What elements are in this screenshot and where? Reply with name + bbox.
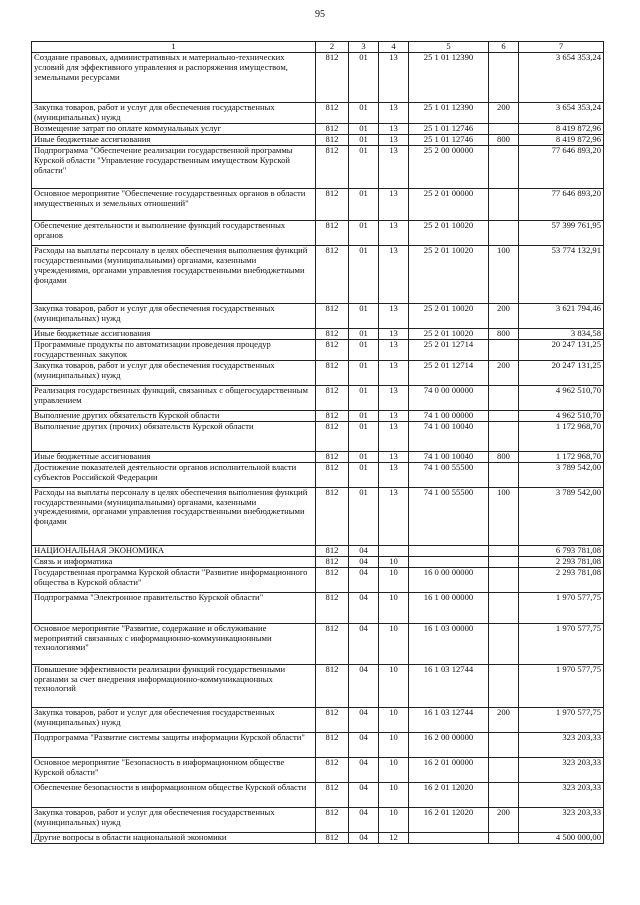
row-section: 01 — [349, 410, 379, 421]
table-row — [32, 782, 604, 807]
row-amount: 3 834,58 — [519, 328, 604, 339]
table-row — [32, 832, 604, 843]
column-header: 2 — [316, 42, 349, 53]
row-target-article: 16 2 00 00000 — [409, 732, 489, 757]
table-row — [32, 339, 604, 360]
row-expense-type — [489, 339, 519, 360]
column-header: 1 — [32, 42, 316, 53]
row-target-article: 25 2 01 12714 — [409, 360, 489, 385]
row-name: Связь и информатика — [32, 556, 316, 567]
row-section: 04 — [349, 782, 379, 807]
table-row — [32, 757, 604, 782]
row-subsection: 10 — [379, 707, 409, 732]
header-row — [32, 42, 604, 53]
row-subsection: 10 — [379, 757, 409, 782]
table-row — [32, 220, 604, 245]
table-row — [32, 664, 604, 707]
row-subsection: 13 — [379, 328, 409, 339]
row-amount: 3 621 794,46 — [519, 303, 604, 328]
column-header: 4 — [379, 42, 409, 53]
row-subsection: 10 — [379, 592, 409, 623]
row-name: Возмещение затрат по оплате коммунальных услуг — [32, 123, 316, 134]
table-row — [32, 53, 604, 103]
row-section: 04 — [349, 545, 379, 556]
row-expense-type — [489, 664, 519, 707]
row-name: Расходы на выплаты персоналу в целях обеспечения выполнения функций государственными (муниципальными) органами, казенными учреждениями, органами управления государственными внебюджетными фондами — [32, 245, 316, 303]
row-expense-type — [489, 462, 519, 487]
row-name: Основное мероприятие "Развитие, содержание и обслуживание мероприятий связанных с информационно-коммуникационными технологиями" — [32, 623, 316, 664]
row-expense-type — [489, 567, 519, 592]
row-section: 01 — [349, 134, 379, 145]
table-row — [32, 451, 604, 462]
row-section: 01 — [349, 53, 379, 103]
row-admin-code: 812 — [316, 462, 349, 487]
row-admin-code: 812 — [316, 487, 349, 545]
table-row — [32, 134, 604, 145]
row-subsection: 13 — [379, 145, 409, 188]
row-section: 01 — [349, 462, 379, 487]
row-target-article: 16 2 01 12020 — [409, 807, 489, 832]
row-admin-code: 812 — [316, 245, 349, 303]
row-target-article: 74 1 00 55500 — [409, 462, 489, 487]
row-name: Обеспечение деятельности и выполнение функций государственных органов — [32, 220, 316, 245]
row-name: Иные бюджетные ассигнования — [32, 134, 316, 145]
row-subsection: 13 — [379, 103, 409, 124]
row-admin-code: 812 — [316, 707, 349, 732]
row-name: Создание правовых, административных и материально-технических условий для эффективного управления и распоряжения имуществом, земельными ресурсами — [32, 53, 316, 103]
row-section: 04 — [349, 592, 379, 623]
table-row — [32, 567, 604, 592]
row-name: Закупка товаров, работ и услуг для обеспечения государственных (муниципальных) нужд — [32, 103, 316, 124]
row-section: 01 — [349, 328, 379, 339]
row-section: 04 — [349, 664, 379, 707]
row-section: 01 — [349, 360, 379, 385]
row-section: 04 — [349, 623, 379, 664]
row-target-article — [409, 545, 489, 556]
row-amount: 53 774 132,91 — [519, 245, 604, 303]
row-section: 01 — [349, 385, 379, 410]
row-name: НАЦИОНАЛЬНАЯ ЭКОНОМИКА — [32, 545, 316, 556]
row-admin-code: 812 — [316, 545, 349, 556]
row-expense-type: 100 — [489, 487, 519, 545]
table-row — [32, 732, 604, 757]
row-name: Иные бюджетные ассигнования — [32, 328, 316, 339]
row-name: Обеспечение безопасности в информационном обществе Курской области — [32, 782, 316, 807]
row-expense-type — [489, 732, 519, 757]
row-target-article: 16 2 01 12020 — [409, 782, 489, 807]
row-section: 01 — [349, 339, 379, 360]
row-expense-type — [489, 757, 519, 782]
row-admin-code: 812 — [316, 592, 349, 623]
row-admin-code: 812 — [316, 339, 349, 360]
row-subsection: 10 — [379, 567, 409, 592]
row-expense-type — [489, 556, 519, 567]
row-amount: 6 793 781,08 — [519, 545, 604, 556]
row-amount: 1 970 577,75 — [519, 707, 604, 732]
row-expense-type — [489, 123, 519, 134]
row-admin-code: 812 — [316, 567, 349, 592]
table-row — [32, 360, 604, 385]
row-target-article: 74 1 00 55500 — [409, 487, 489, 545]
row-subsection: 10 — [379, 807, 409, 832]
row-section: 01 — [349, 421, 379, 451]
row-target-article: 16 1 03 12744 — [409, 707, 489, 732]
row-expense-type: 200 — [489, 807, 519, 832]
row-expense-type: 800 — [489, 134, 519, 145]
row-amount: 57 399 761,95 — [519, 220, 604, 245]
row-admin-code: 812 — [316, 134, 349, 145]
row-amount: 3 654 353,24 — [519, 53, 604, 103]
row-admin-code: 812 — [316, 556, 349, 567]
row-expense-type: 800 — [489, 451, 519, 462]
row-subsection: 13 — [379, 421, 409, 451]
row-subsection: 12 — [379, 832, 409, 843]
row-name: Подпрограмма "Развитие системы защиты информации Курской области" — [32, 732, 316, 757]
row-name: Иные бюджетные ассигнования — [32, 451, 316, 462]
row-admin-code: 812 — [316, 328, 349, 339]
row-subsection: 13 — [379, 53, 409, 103]
row-name: Достижение показателей деятельности органов исполнительной власти субъектов Российской Федерации — [32, 462, 316, 487]
row-target-article: 74 1 00 10040 — [409, 451, 489, 462]
row-amount: 1 970 577,75 — [519, 664, 604, 707]
row-amount: 4 500 000,00 — [519, 832, 604, 843]
row-target-article: 16 1 03 00000 — [409, 623, 489, 664]
row-amount: 4 962 510,70 — [519, 410, 604, 421]
row-subsection: 10 — [379, 623, 409, 664]
row-expense-type — [489, 188, 519, 220]
row-amount: 323 203,33 — [519, 732, 604, 757]
row-amount: 1 970 577,75 — [519, 623, 604, 664]
row-section: 01 — [349, 451, 379, 462]
row-subsection: 13 — [379, 451, 409, 462]
row-target-article: 16 1 03 12744 — [409, 664, 489, 707]
row-amount: 1 970 577,75 — [519, 592, 604, 623]
row-amount: 4 962 510,70 — [519, 385, 604, 410]
row-subsection: 13 — [379, 123, 409, 134]
row-subsection: 13 — [379, 134, 409, 145]
row-name: Подпрограмма "Электронное правительство Курской области" — [32, 592, 316, 623]
row-subsection: 10 — [379, 732, 409, 757]
row-amount: 2 293 781,08 — [519, 556, 604, 567]
row-expense-type: 200 — [489, 103, 519, 124]
row-section: 04 — [349, 707, 379, 732]
row-expense-type — [489, 410, 519, 421]
row-amount: 323 203,33 — [519, 782, 604, 807]
row-name: Государственная программа Курской области "Развитие информационного общества в Курской области" — [32, 567, 316, 592]
row-expense-type — [489, 832, 519, 843]
row-target-article: 74 0 00 00000 — [409, 385, 489, 410]
row-target-article: 25 2 01 10020 — [409, 328, 489, 339]
row-name: Закупка товаров, работ и услуг для обеспечения государственных (муниципальных) нужд — [32, 807, 316, 832]
row-section: 01 — [349, 188, 379, 220]
row-section: 01 — [349, 487, 379, 545]
column-header: 5 — [409, 42, 489, 53]
row-admin-code: 812 — [316, 303, 349, 328]
table-row — [32, 421, 604, 451]
row-subsection: 10 — [379, 782, 409, 807]
table-row — [32, 707, 604, 732]
row-name: Основное мероприятие "Обеспечение государственных органов в области имущественных и земельных отношений" — [32, 188, 316, 220]
row-name: Другие вопросы в области национальной экономики — [32, 832, 316, 843]
row-expense-type — [489, 592, 519, 623]
row-expense-type — [489, 145, 519, 188]
table-row — [32, 623, 604, 664]
row-expense-type — [489, 545, 519, 556]
row-section: 04 — [349, 567, 379, 592]
row-amount: 323 203,33 — [519, 807, 604, 832]
row-target-article: 25 2 01 00000 — [409, 188, 489, 220]
row-target-article — [409, 556, 489, 567]
column-header: 3 — [349, 42, 379, 53]
row-target-article: 25 2 01 12714 — [409, 339, 489, 360]
row-name: Основное мероприятие "Безопасность в информационном обществе Курской области" — [32, 757, 316, 782]
row-subsection: 13 — [379, 487, 409, 545]
row-section: 01 — [349, 123, 379, 134]
row-amount: 3 789 542,00 — [519, 487, 604, 545]
row-name: Программные продукты по автоматизации проведения процедур государственных закупок — [32, 339, 316, 360]
row-admin-code: 812 — [316, 623, 349, 664]
row-admin-code: 812 — [316, 782, 349, 807]
table-row — [32, 807, 604, 832]
row-admin-code: 812 — [316, 220, 349, 245]
row-target-article: 25 1 01 12390 — [409, 103, 489, 124]
row-target-article: 25 1 01 12746 — [409, 134, 489, 145]
row-expense-type — [489, 53, 519, 103]
row-admin-code: 812 — [316, 421, 349, 451]
table-row — [32, 545, 604, 556]
table-row — [32, 592, 604, 623]
table-row — [32, 328, 604, 339]
row-admin-code: 812 — [316, 664, 349, 707]
row-expense-type: 200 — [489, 360, 519, 385]
row-target-article: 25 1 01 12390 — [409, 53, 489, 103]
table-row — [32, 462, 604, 487]
row-name: Закупка товаров, работ и услуг для обеспечения государственных (муниципальных) нужд — [32, 303, 316, 328]
row-amount: 20 247 131,25 — [519, 360, 604, 385]
row-target-article — [409, 832, 489, 843]
row-section: 04 — [349, 807, 379, 832]
row-amount: 8 419 872,96 — [519, 123, 604, 134]
row-admin-code: 812 — [316, 757, 349, 782]
row-target-article: 74 1 00 00000 — [409, 410, 489, 421]
row-name: Закупка товаров, работ и услуг для обеспечения государственных (муниципальных) нужд — [32, 360, 316, 385]
row-subsection: 13 — [379, 245, 409, 303]
row-name: Повышение эффективности реализации функций государственными органами за счет внедрения информационно-коммуникационных технологий — [32, 664, 316, 707]
column-header: 6 — [489, 42, 519, 53]
row-amount: 3 654 353,24 — [519, 103, 604, 124]
row-target-article: 74 1 00 10040 — [409, 421, 489, 451]
column-header: 7 — [519, 42, 604, 53]
row-expense-type — [489, 385, 519, 410]
row-expense-type — [489, 421, 519, 451]
table-row — [32, 487, 604, 545]
row-section: 04 — [349, 832, 379, 843]
row-expense-type — [489, 782, 519, 807]
row-admin-code: 812 — [316, 732, 349, 757]
row-amount: 8 419 872,96 — [519, 134, 604, 145]
row-section: 01 — [349, 220, 379, 245]
row-admin-code: 812 — [316, 103, 349, 124]
row-section: 04 — [349, 757, 379, 782]
row-admin-code: 812 — [316, 832, 349, 843]
row-amount: 20 247 131,25 — [519, 339, 604, 360]
row-name: Выполнение других обязательств Курской области — [32, 410, 316, 421]
row-amount: 1 172 968,70 — [519, 421, 604, 451]
row-target-article: 25 2 00 00000 — [409, 145, 489, 188]
row-subsection: 13 — [379, 360, 409, 385]
row-target-article: 25 1 01 12746 — [409, 123, 489, 134]
row-admin-code: 812 — [316, 145, 349, 188]
table-row — [32, 103, 604, 124]
row-subsection: 13 — [379, 220, 409, 245]
row-subsection: 10 — [379, 664, 409, 707]
row-amount: 77 646 893,20 — [519, 145, 604, 188]
row-expense-type: 200 — [489, 303, 519, 328]
row-expense-type: 800 — [489, 328, 519, 339]
row-section: 01 — [349, 145, 379, 188]
row-section: 04 — [349, 732, 379, 757]
row-expense-type — [489, 623, 519, 664]
row-admin-code: 812 — [316, 410, 349, 421]
budget-table — [31, 41, 604, 844]
row-subsection — [379, 545, 409, 556]
row-name: Расходы на выплаты персоналу в целях обеспечения выполнения функций государственными (муниципальными) органами, казенными учреждениями, органами управления государственными внебюджетными фондами — [32, 487, 316, 545]
row-name: Закупка товаров, работ и услуг для обеспечения государственных (муниципальных) нужд — [32, 707, 316, 732]
table-row — [32, 303, 604, 328]
table-row — [32, 123, 604, 134]
row-admin-code: 812 — [316, 360, 349, 385]
table-row — [32, 245, 604, 303]
row-target-article: 25 2 01 10020 — [409, 303, 489, 328]
table-row — [32, 145, 604, 188]
table-body — [32, 53, 604, 844]
row-amount: 3 789 542,00 — [519, 462, 604, 487]
row-subsection: 13 — [379, 410, 409, 421]
row-subsection: 13 — [379, 462, 409, 487]
row-name: Подпрограмма "Обеспечение реализации государственной программы Курской области "Управление государственным имуществом Курской области" — [32, 145, 316, 188]
row-admin-code: 812 — [316, 123, 349, 134]
row-name: Выполнение других (прочих) обязательств Курской области — [32, 421, 316, 451]
row-target-article: 16 1 00 00000 — [409, 592, 489, 623]
row-expense-type: 100 — [489, 245, 519, 303]
table-row — [32, 385, 604, 410]
row-amount: 2 293 781,08 — [519, 567, 604, 592]
row-admin-code: 812 — [316, 451, 349, 462]
row-section: 01 — [349, 245, 379, 303]
row-target-article: 25 2 01 10020 — [409, 245, 489, 303]
page-number: 95 — [315, 9, 325, 20]
table-row — [32, 410, 604, 421]
row-amount: 77 646 893,20 — [519, 188, 604, 220]
row-admin-code: 812 — [316, 188, 349, 220]
row-target-article: 16 2 01 00000 — [409, 757, 489, 782]
row-section: 01 — [349, 103, 379, 124]
table-row — [32, 188, 604, 220]
row-subsection: 13 — [379, 385, 409, 410]
row-admin-code: 812 — [316, 385, 349, 410]
row-name: Реализация государственных функций, связанных с общегосударственным управлением — [32, 385, 316, 410]
row-section: 01 — [349, 303, 379, 328]
row-expense-type — [489, 220, 519, 245]
row-subsection: 10 — [379, 556, 409, 567]
row-admin-code: 812 — [316, 53, 349, 103]
row-subsection: 13 — [379, 188, 409, 220]
row-expense-type: 200 — [489, 707, 519, 732]
row-subsection: 13 — [379, 303, 409, 328]
row-subsection: 13 — [379, 339, 409, 360]
row-amount: 1 172 968,70 — [519, 451, 604, 462]
row-target-article: 25 2 01 10020 — [409, 220, 489, 245]
row-amount: 323 203,33 — [519, 757, 604, 782]
row-target-article: 16 0 00 00000 — [409, 567, 489, 592]
row-admin-code: 812 — [316, 807, 349, 832]
table-row — [32, 556, 604, 567]
row-section: 04 — [349, 556, 379, 567]
